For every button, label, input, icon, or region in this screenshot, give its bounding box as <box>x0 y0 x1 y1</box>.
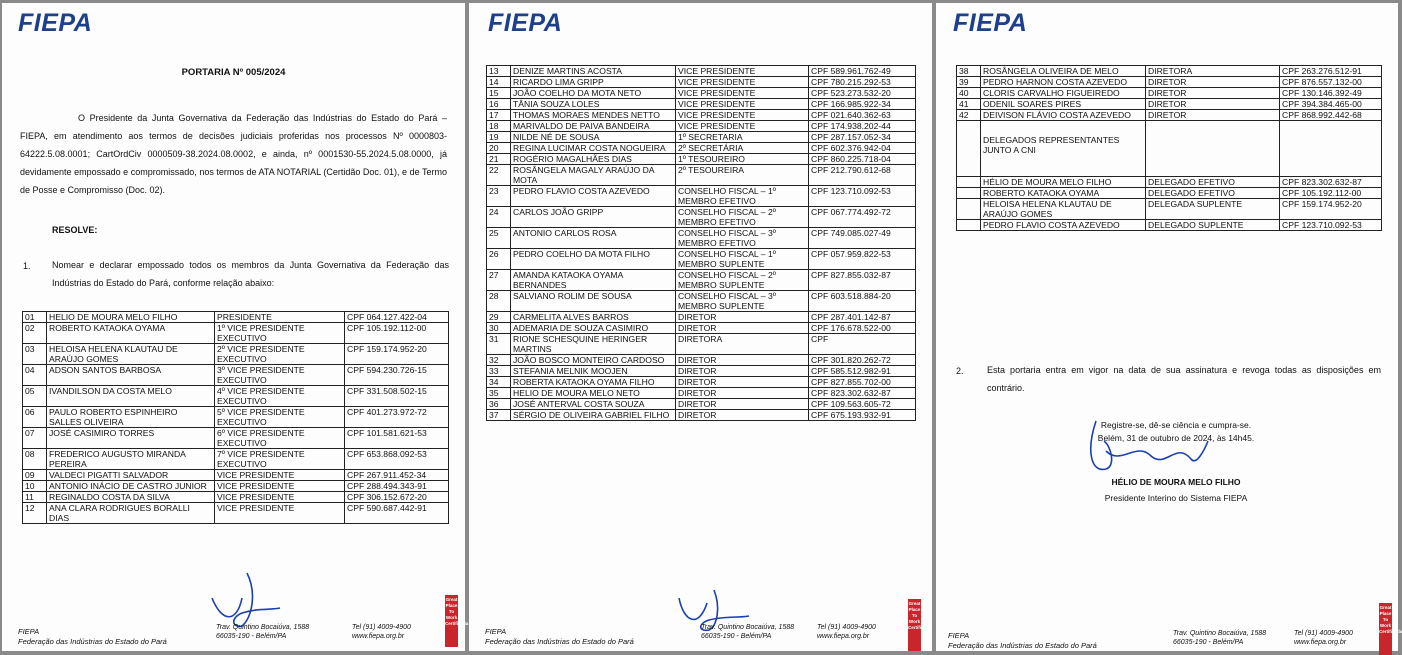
member-role: DELEGADO SUPLENTE <box>1146 220 1280 231</box>
member-cpf: CPF 301.820.262-72 <box>809 355 916 366</box>
member-name: DENIZE MARTINS ACOSTA <box>511 66 676 77</box>
member-name: SALVIANO ROLIM DE SOUSA <box>511 291 676 312</box>
member-name: MARIVALDO DE PAIVA BANDEIRA <box>511 121 676 132</box>
table-row <box>957 199 1382 220</box>
member-cpf: CPF 166.985.922-34 <box>809 99 916 110</box>
member-role: DELEGADA SUPLENTE <box>1146 199 1280 220</box>
table-row <box>487 207 916 228</box>
member-role: 2º TESOUREIRA <box>676 165 809 186</box>
member-role: 1º SECRETARIA <box>676 132 809 143</box>
gptw-badge: Great Place To Work Certificada <box>1379 603 1392 655</box>
member-role: CONSELHO FISCAL – 2º MEMBRO SUPLENTE <box>676 270 809 291</box>
table-row <box>487 312 916 323</box>
member-cpf: CPF 176.678.522-00 <box>809 323 916 334</box>
member-cpf: CPF 401.273.972-72 <box>345 407 449 428</box>
closing-line-1: Registre-se, dê-se ciência e cumpra-se. <box>1100 420 1252 430</box>
row-number: 08 <box>23 449 47 470</box>
footer-phone: Tel (91) 4009-4900 <box>817 624 876 631</box>
member-role: DIRETOR <box>676 355 809 366</box>
member-cpf: CPF 823.302.632-87 <box>809 388 916 399</box>
member-name: ODENIL SOARES PIRES <box>981 99 1146 110</box>
member-role: 1º TESOUREIRO <box>676 154 809 165</box>
fiepa-logo: FIEPA <box>488 9 563 37</box>
table-row <box>957 177 1382 188</box>
member-role: 2º SECRETÁRIA <box>676 143 809 154</box>
member-role: 3º VICE PRESIDENTE EXECUTIVO <box>215 365 345 386</box>
member-cpf: CPF 780.215.292-53 <box>809 77 916 88</box>
table-row <box>487 110 916 121</box>
member-cpf: CPF 827.855.702-00 <box>809 377 916 388</box>
member-cpf: CPF 675.193.932-91 <box>809 410 916 421</box>
row-number: 16 <box>487 99 511 110</box>
row-number: 15 <box>487 88 511 99</box>
document-page-1 <box>2 3 469 651</box>
table-row <box>487 99 916 110</box>
row-number: 42 <box>957 110 981 121</box>
footer-address-line2: 66035-190 - Belém/PA <box>701 633 772 640</box>
row-number: 30 <box>487 323 511 334</box>
gptw-badge: Great Place To Work Certificada <box>908 599 921 651</box>
signer-role: Presidente Interino do Sistema FIEPA <box>1104 493 1248 503</box>
member-cpf: CPF 212.790.612-68 <box>809 165 916 186</box>
row-number <box>957 220 981 231</box>
footer-address-line1: Trav. Quintino Bocaiúva, 1588 <box>701 624 795 631</box>
members-table-3 <box>956 65 1382 231</box>
member-role: DIRETOR <box>676 399 809 410</box>
member-name: VALDECI PIGATTI SALVADOR <box>47 470 215 481</box>
member-name: RICARDO LIMA GRIPP <box>511 77 676 88</box>
member-cpf: CPF 174.938.202-44 <box>809 121 916 132</box>
member-role: CONSELHO FISCAL – 2º MEMBRO EFETIVO <box>676 207 809 228</box>
member-role: DIRETOR <box>676 377 809 388</box>
footer-address <box>701 623 794 641</box>
table-row <box>487 121 916 132</box>
member-cpf: CPF 394.384.465-00 <box>1280 99 1382 110</box>
closing-line-2: Belém, 31 de outubro de 2024, às 14h45. <box>1097 433 1255 443</box>
row-number: 18 <box>487 121 511 132</box>
signature-mark <box>202 568 292 628</box>
table-row <box>23 481 449 492</box>
member-role: DIRETOR <box>1146 99 1280 110</box>
member-name: ROBERTO KATAOKA OYAMA <box>47 323 215 344</box>
member-name: ANA CLARA RODRIGUES BORALLI DIAS <box>47 503 215 524</box>
footer-address-line1: Trav. Quintino Bocaiúva, 1588 <box>216 624 310 631</box>
member-name: PEDRO COELHO DA MOTA FILHO <box>511 249 676 270</box>
member-role: VICE PRESIDENTE <box>676 66 809 77</box>
member-name: RIONE SCHESQUINE HERINGER MARTINS <box>511 334 676 355</box>
member-role: CONSELHO FISCAL – 3º MEMBRO EFETIVO <box>676 228 809 249</box>
member-cpf: CPF 860.225.718-04 <box>809 154 916 165</box>
member-role: DELEGADO EFETIVO <box>1146 188 1280 199</box>
member-cpf: CPF 123.710.092-53 <box>1280 220 1382 231</box>
member-name: REGINA LUCIMAR COSTA NOGUEIRA <box>511 143 676 154</box>
member-role: DIRETOR <box>1146 110 1280 121</box>
member-name: AMANDA KATAOKA OYAMA BERNANDES <box>511 270 676 291</box>
member-cpf: CPF 287.157.052-34 <box>809 132 916 143</box>
row-number: 26 <box>487 249 511 270</box>
member-role: DIRETORA <box>676 334 809 355</box>
member-name: HELOISA HELENA KLAUTAU DE ARAÚJO GOMES <box>47 344 215 365</box>
footer-address <box>1173 629 1266 647</box>
member-role: VICE PRESIDENTE <box>215 492 345 503</box>
member-cpf: CPF 523.273.532-20 <box>809 88 916 99</box>
member-name: JOSÉ ANTERVAL COSTA SOUZA <box>511 399 676 410</box>
row-number: 09 <box>23 470 47 481</box>
member-role: VICE PRESIDENTE <box>676 77 809 88</box>
row-number: 20 <box>487 143 511 154</box>
member-cpf: CPF 590.687.442-91 <box>345 503 449 524</box>
member-role: 6º VICE PRESIDENTE EXECUTIVO <box>215 428 345 449</box>
member-cpf: CPF 105.192.112-00 <box>345 323 449 344</box>
member-cpf: CPF 057.959.822-53 <box>809 249 916 270</box>
member-cpf: CPF 101.581.621-53 <box>345 428 449 449</box>
table-row <box>957 77 1382 88</box>
footer-contact <box>817 623 876 641</box>
row-number: 11 <box>23 492 47 503</box>
member-cpf: CPF 602.376.942-04 <box>809 143 916 154</box>
member-name: ROGÉRIO MAGALHÃES DIAS <box>511 154 676 165</box>
row-number: 03 <box>23 344 47 365</box>
footer-address-line1: Trav. Quintino Bocaiúva, 1588 <box>1173 630 1267 637</box>
table-row <box>487 132 916 143</box>
member-cpf: CPF 306.152.672-20 <box>345 492 449 503</box>
member-name: CLORIS CARVALHO FIGUEIREDO <box>981 88 1146 99</box>
member-cpf: CPF 585.512.982-91 <box>809 366 916 377</box>
member-role: DIRETOR <box>676 410 809 421</box>
member-role: DIRETOR <box>676 312 809 323</box>
row-number: 27 <box>487 270 511 291</box>
row-number <box>957 121 981 177</box>
row-number: 33 <box>487 366 511 377</box>
row-number: 07 <box>23 428 47 449</box>
table-row <box>957 66 1382 77</box>
member-name: HELIO DE MOURA MELO FILHO <box>47 312 215 323</box>
footer-address <box>216 623 309 641</box>
row-number: 36 <box>487 399 511 410</box>
signer-name: HÉLIO DE MOURA MELO FILHO <box>1111 477 1241 487</box>
row-number: 17 <box>487 110 511 121</box>
table-row <box>487 399 916 410</box>
member-name: NILDE NÉ DE SOUSA <box>511 132 676 143</box>
row-number: 37 <box>487 410 511 421</box>
row-number: 02 <box>23 323 47 344</box>
member-role: DIRETOR <box>1146 77 1280 88</box>
footer-org <box>948 631 1097 651</box>
member-role: VICE PRESIDENTE <box>215 503 345 524</box>
table-row <box>487 291 916 312</box>
member-role: 4º VICE PRESIDENTE EXECUTIVO <box>215 386 345 407</box>
member-role: CONSELHO FISCAL – 1º MEMBRO EFETIVO <box>676 186 809 207</box>
table-row <box>487 228 916 249</box>
member-name: ANTONIO INÁCIO DE CASTRO JUNIOR <box>47 481 215 492</box>
table-row <box>957 99 1382 110</box>
gptw-badge: Great Place To Work Certificada <box>445 595 458 647</box>
footer-website: www.fiepa.org.br <box>817 633 870 640</box>
member-name: PEDRO FLAVIO COSTA AZEVEDO <box>981 220 1146 231</box>
member-cpf: CPF 123.710.092-53 <box>809 186 916 207</box>
row-number: 39 <box>957 77 981 88</box>
footer-org <box>485 627 634 647</box>
intro-paragraph: O Presidente da Junta Governativa da Federação das Indústrias do Estado do Pará – FIEPA, em atendimento aos termos de decisões judiciais proferidas nos processos Nº 0000803-64222.5.08.0001; CartOrdCiv 0000509-38.2024.08.0002, e ainda, nº 0001530-55.2024.5.08.0000, já devidamente empossado e compromissado, nos termos de ATA NOTARIAL (Certidão Doc. 01), e de Termo de Posse e Compromisso (Doc. 02). <box>20 113 447 195</box>
member-role: VICE PRESIDENTE <box>215 470 345 481</box>
row-number: 29 <box>487 312 511 323</box>
table-row <box>957 188 1382 199</box>
member-role: CONSELHO FISCAL – 3º MEMBRO SUPLENTE <box>676 291 809 312</box>
row-number: 22 <box>487 165 511 186</box>
row-number: 04 <box>23 365 47 386</box>
table-row <box>957 88 1382 99</box>
member-cpf: CPF 594.230.726-15 <box>345 365 449 386</box>
footer-phone: Tel (91) 4009-4900 <box>352 624 411 631</box>
table-row <box>23 365 449 386</box>
member-name: STEFANIA MELNIK MOOJEN <box>511 366 676 377</box>
member-role: VICE PRESIDENTE <box>676 110 809 121</box>
member-role: 5º VICE PRESIDENTE EXECUTIVO <box>215 407 345 428</box>
member-cpf: CPF 130.146.392-49 <box>1280 88 1382 99</box>
table-row <box>23 386 449 407</box>
row-number: 35 <box>487 388 511 399</box>
member-name: ANTONIO CARLOS ROSA <box>511 228 676 249</box>
member-cpf: CPF 653.868.092-53 <box>345 449 449 470</box>
row-number: 32 <box>487 355 511 366</box>
member-role: VICE PRESIDENTE <box>215 481 345 492</box>
document-page-2 <box>469 3 932 651</box>
item-2-text: Esta portaria entra em vigor na data de sua assinatura e revoga todas as disposições em contrário. <box>987 365 1381 393</box>
footer-org-full: Federação das Indústrias do Estado do Pará <box>948 641 1097 650</box>
row-number: 24 <box>487 207 511 228</box>
member-name: PEDRO HARNON COSTA AZEVEDO <box>981 77 1146 88</box>
member-name: CARMELITA ALVES BARROS <box>511 312 676 323</box>
table-row <box>487 270 916 291</box>
member-role: VICE PRESIDENTE <box>676 88 809 99</box>
item-1-text: Nomear e declarar empossado todos os membros da Junta Governativa da Federação das Indústrias do Estado do Pará, conforme relação abaixo: <box>52 260 449 288</box>
member-name: JOSÉ CASIMIRO TORRES <box>47 428 215 449</box>
member-cpf: CPF 159.174.952-20 <box>1280 199 1382 220</box>
document-page-3 <box>936 3 1402 651</box>
member-name: IVANDILSON DA COSTA MELO <box>47 386 215 407</box>
signer-block <box>1046 477 1306 503</box>
member-cpf: CPF 267.911.452-34 <box>345 470 449 481</box>
footer-org-abbrev: FIEPA <box>485 627 507 636</box>
member-role: PRESIDENTE <box>215 312 345 323</box>
member-role: VICE PRESIDENTE <box>676 99 809 110</box>
member-cpf: CPF 105.192.112-00 <box>1280 188 1382 199</box>
member-name: ADSON SANTOS BARBOSA <box>47 365 215 386</box>
item-2-number: 2. <box>956 366 964 376</box>
row-number <box>957 199 981 220</box>
member-role: 1º VICE PRESIDENTE EXECUTIVO <box>215 323 345 344</box>
fiepa-logo: FIEPA <box>953 9 1028 37</box>
member-name: ROSÂNGELA OLIVEIRA DE MELO <box>981 66 1146 77</box>
row-number: 25 <box>487 228 511 249</box>
table-row <box>487 366 916 377</box>
row-number: 40 <box>957 88 981 99</box>
footer-org-abbrev: FIEPA <box>948 631 970 640</box>
member-cpf: CPF 067.774.492-72 <box>809 207 916 228</box>
table-row <box>487 165 916 186</box>
member-cpf: CPF 109.563.605-72 <box>809 399 916 410</box>
member-role: DIRETOR <box>676 323 809 334</box>
members-table-1 <box>22 311 449 524</box>
table-row <box>487 377 916 388</box>
table-row <box>23 503 449 524</box>
table-row <box>487 334 916 355</box>
table-row <box>23 470 449 481</box>
footer-website: www.fiepa.org.br <box>1294 639 1347 646</box>
member-role: DIRETORA <box>1146 66 1280 77</box>
footer-address-line2: 66035-190 - Belém/PA <box>1173 639 1244 646</box>
footer-org-abbrev: FIEPA <box>18 627 40 636</box>
table-row <box>487 77 916 88</box>
footer-org-full: Federação das Indústrias do Estado do Pará <box>485 637 634 646</box>
footer-phone: Tel (91) 4009-4900 <box>1294 630 1353 637</box>
member-name: PAULO ROBERTO ESPINHEIRO SALLES OLIVEIRA <box>47 407 215 428</box>
member-cpf: CPF 064.127.422-04 <box>345 312 449 323</box>
member-name: DEIVISON FLÁVIO COSTA AZEVEDO <box>981 110 1146 121</box>
member-cpf: CPF 827.855.032-87 <box>809 270 916 291</box>
row-number: 05 <box>23 386 47 407</box>
members-table-2 <box>486 65 916 421</box>
member-name: ROBERTO KATAOKA OYAMA <box>981 188 1146 199</box>
table-row <box>23 449 449 470</box>
row-number: 23 <box>487 186 511 207</box>
member-role: DIRETOR <box>676 366 809 377</box>
member-cpf: CPF 287.401.142-87 <box>809 312 916 323</box>
table-row <box>23 344 449 365</box>
table-row <box>487 154 916 165</box>
document-title: PORTARIA Nº 005/2024 <box>181 67 286 78</box>
row-number <box>957 177 981 188</box>
table-row <box>487 388 916 399</box>
row-number: 28 <box>487 291 511 312</box>
member-name: HELOISA HELENA KLAUTAU DE ARAÚJO GOMES <box>981 199 1146 220</box>
member-cpf: CPF 749.085.027-49 <box>809 228 916 249</box>
member-cpf: CPF 603.518.884-20 <box>809 291 916 312</box>
table-row <box>487 323 916 334</box>
member-cpf <box>1280 121 1382 177</box>
member-cpf: CPF 021.640.362-63 <box>809 110 916 121</box>
resolve-heading: RESOLVE: <box>52 225 98 235</box>
member-name: CARLOS JOÃO GRIPP <box>511 207 676 228</box>
table-row <box>23 492 449 503</box>
signature-mark <box>1076 411 1216 481</box>
member-name: JOÃO COELHO DA MOTA NETO <box>511 88 676 99</box>
row-number: 06 <box>23 407 47 428</box>
item-1-number: 1. <box>23 261 31 271</box>
member-name: HÉLIO DE MOURA MELO FILHO <box>981 177 1146 188</box>
row-number: 21 <box>487 154 511 165</box>
table-row <box>487 88 916 99</box>
member-name: ADEMARIA DE SOUZA CASIMIRO <box>511 323 676 334</box>
table-row <box>487 186 916 207</box>
table-row <box>957 121 1382 177</box>
table-row <box>23 407 449 428</box>
member-cpf: CPF 868.992.442-68 <box>1280 110 1382 121</box>
member-role: DIRETOR <box>1146 88 1280 99</box>
table-row <box>23 312 449 323</box>
table-row <box>487 355 916 366</box>
member-name: HELIO DE MOURA MELO NETO <box>511 388 676 399</box>
row-number: 01 <box>23 312 47 323</box>
table-row <box>957 110 1382 121</box>
footer-address-line2: 66035-190 - Belém/PA <box>216 633 287 640</box>
member-cpf: CPF 159.174.952-20 <box>345 344 449 365</box>
member-name: DELEGADOS REPRESENTANTES JUNTO A CNI <box>981 121 1146 177</box>
row-number: 10 <box>23 481 47 492</box>
member-name: ROBERTA KATAOKA OYAMA FILHO <box>511 377 676 388</box>
fiepa-logo: FIEPA <box>18 9 93 37</box>
table-row <box>487 410 916 421</box>
member-cpf: CPF 823.302.632-87 <box>1280 177 1382 188</box>
table-row <box>957 220 1382 231</box>
footer-website: www.fiepa.org.br <box>352 633 405 640</box>
member-name: ROSÂNGELA MAGALY ARAÚJO DA MOTA <box>511 165 676 186</box>
member-cpf: CPF <box>809 334 916 355</box>
member-role: CONSELHO FISCAL – 1º MEMBRO SUPLENTE <box>676 249 809 270</box>
footer-org-full: Federação das Indústrias do Estado do Pará <box>18 637 167 646</box>
member-role <box>1146 121 1280 177</box>
member-cpf: CPF 876.557.132-00 <box>1280 77 1382 88</box>
table-row <box>487 143 916 154</box>
row-number <box>957 188 981 199</box>
footer-contact <box>352 623 411 641</box>
member-cpf: CPF 263.276.512-91 <box>1280 66 1382 77</box>
row-number: 38 <box>957 66 981 77</box>
footer-org <box>18 627 167 647</box>
table-row <box>23 323 449 344</box>
member-role: VICE PRESIDENTE <box>676 121 809 132</box>
member-name: SÉRGIO DE OLIVEIRA GABRIEL FILHO <box>511 410 676 421</box>
member-name: THOMAS MORAES MENDES NETTO <box>511 110 676 121</box>
member-name: REGINALDO COSTA DA SILVA <box>47 492 215 503</box>
table-row <box>487 66 916 77</box>
row-number: 31 <box>487 334 511 355</box>
table-row <box>487 249 916 270</box>
member-name: FREDERICO AUGUSTO MIRANDA PEREIRA <box>47 449 215 470</box>
row-number: 14 <box>487 77 511 88</box>
row-number: 19 <box>487 132 511 143</box>
member-role: 7º VICE PRESIDENTE EXECUTIVO <box>215 449 345 470</box>
row-number: 13 <box>487 66 511 77</box>
member-name: JOÃO BOSCO MONTEIRO CARDOSO <box>511 355 676 366</box>
member-cpf: CPF 589.961.762-49 <box>809 66 916 77</box>
member-role: DIRETOR <box>676 388 809 399</box>
row-number: 34 <box>487 377 511 388</box>
member-role: 2º VICE PRESIDENTE EXECUTIVO <box>215 344 345 365</box>
footer-contact <box>1294 629 1353 647</box>
row-number: 41 <box>957 99 981 110</box>
member-cpf: CPF 288.494.343-91 <box>345 481 449 492</box>
member-name: TÂNIA SOUZA LOLES <box>511 99 676 110</box>
row-number: 12 <box>23 503 47 524</box>
table-row <box>23 428 449 449</box>
member-cpf: CPF 331.508.502-15 <box>345 386 449 407</box>
member-role: DELEGADO EFETIVO <box>1146 177 1280 188</box>
member-name: PEDRO FLAVIO COSTA AZEVEDO <box>511 186 676 207</box>
